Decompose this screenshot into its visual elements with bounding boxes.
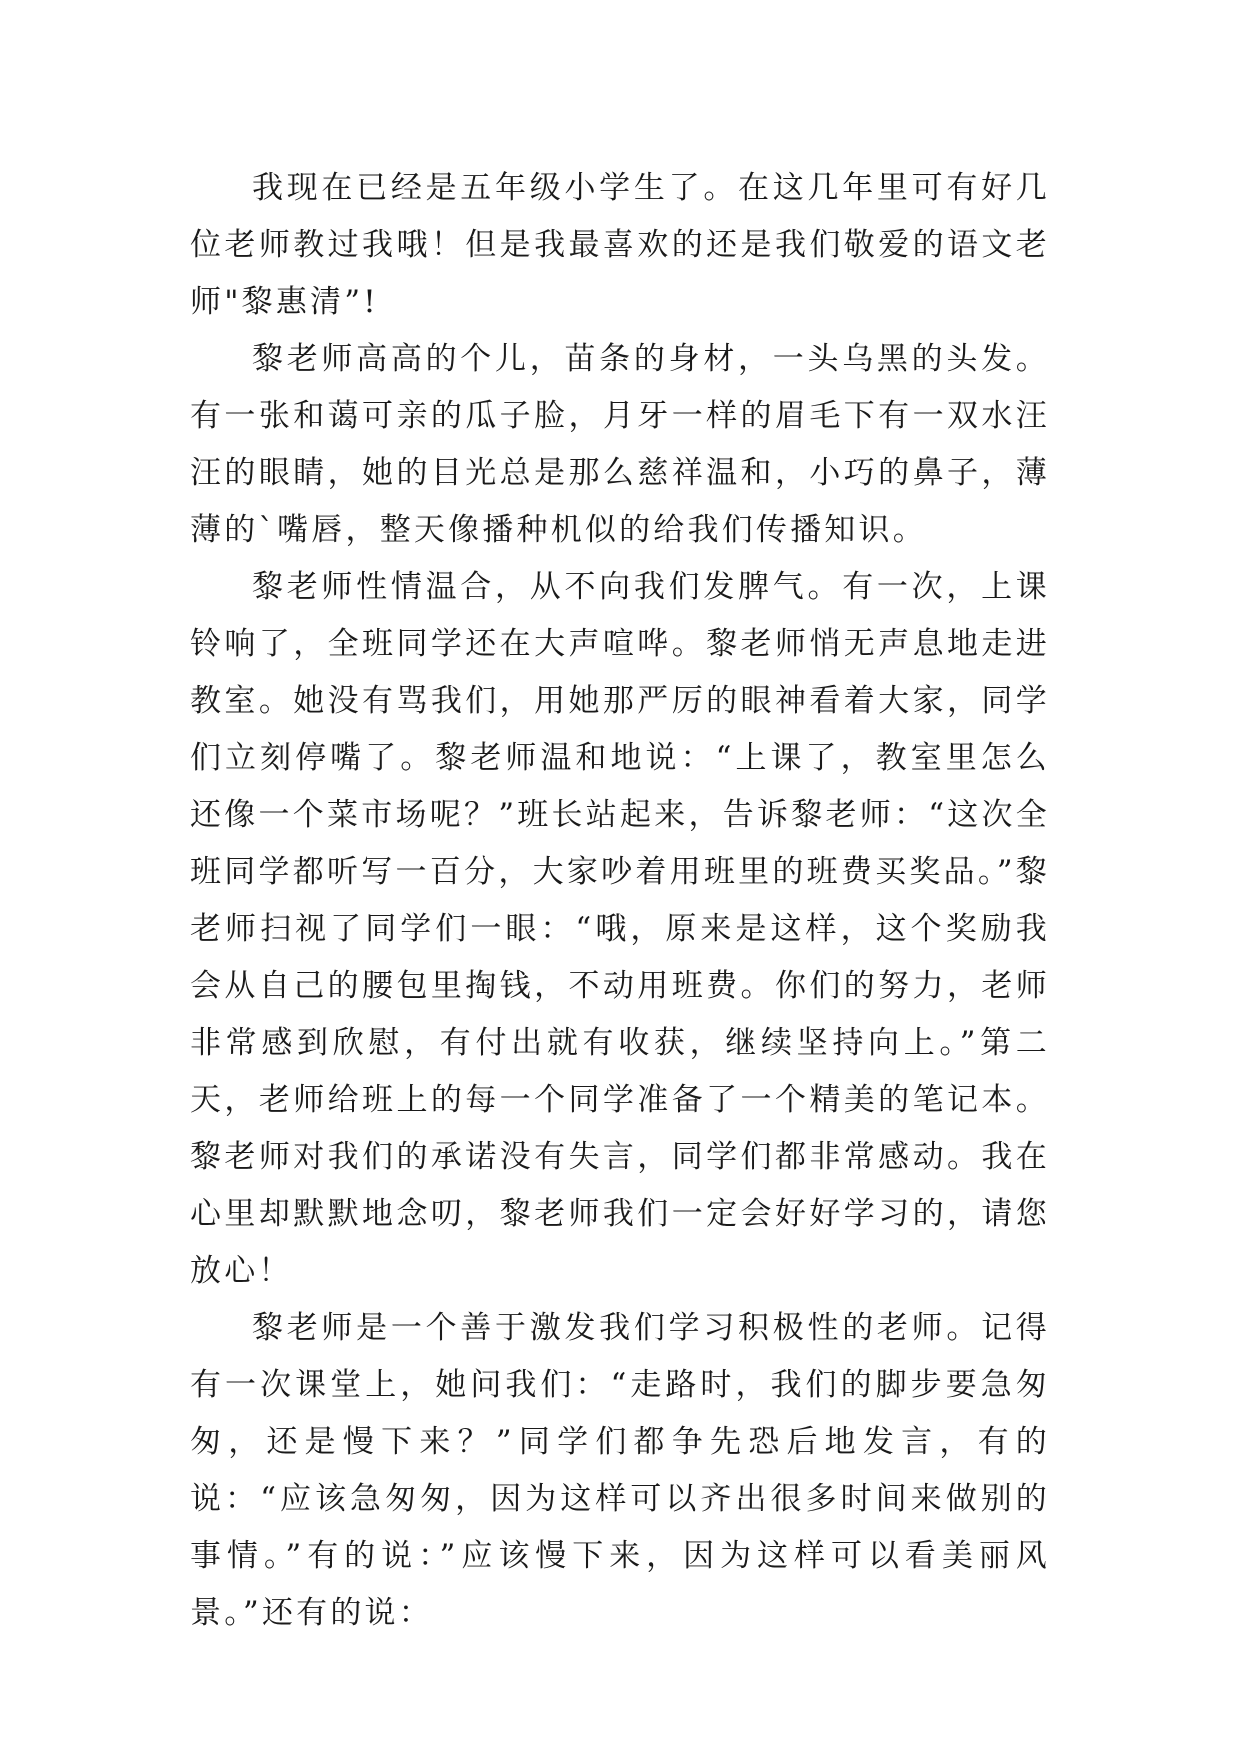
paragraph-3: 黎老师性情温合，从不向我们发脾气。有一次，上课铃响了，全班同学还在大声喧哗。黎老师悄无声息地走进教室。她没有骂我们，用她那严厉的眼神看着大家，同学们立刻停嘴了。黎老师温和地说：“上课了，教室里怎么还像一个菜市场呢？”班长站起来，告诉黎老师：“这次全班同学都听写一百分，大家吵着用班里的班费买奖品。”黎老师扫视了同学们一眼：“哦，原来是这样，这个奖励我会从自己的腰包里掏钱，不动用班费。你们的努力，老师非常感到欣慰，有付出就有收获，继续坚持向上。”第二天，老师给班上的每一个同学准备了一个精美的笔记本。黎老师对我们的承诺没有失言，同学们都非常感动。我在心里却默默地念叨，黎老师我们一定会好好学习的，请您放心！: [190, 569, 1050, 1289]
document-body: [190, 160, 1050, 1642]
paragraph-2: 黎老师高高的个儿，苗条的身材，一头乌黑的头发。有一张和蔼可亲的瓜子脸，月牙一样的眉毛下有一双水汪汪的眼睛，她的目光总是那么慈祥温和，小巧的鼻子，薄薄的`嘴唇，整天像播种机似的给我们传播知识。: [190, 341, 1050, 548]
paragraph-1: 我现在已经是五年级小学生了。在这几年里可有好几位老师教过我哦！但是我最喜欢的还是我们敬爱的语文老师"黎惠清”!: [190, 170, 1050, 320]
paragraph-4: 黎老师是一个善于激发我们学习积极性的老师。记得有一次课堂上，她问我们：“走路时，我们的脚步要急匆匆，还是慢下来？”同学们都争先恐后地发言，有的说：“应该急匆匆，因为这样可以齐出很多时间来做别的事情。”有的说：”应该慢下来，因为这样可以看美丽风景。”还有的说：: [190, 1310, 1050, 1631]
